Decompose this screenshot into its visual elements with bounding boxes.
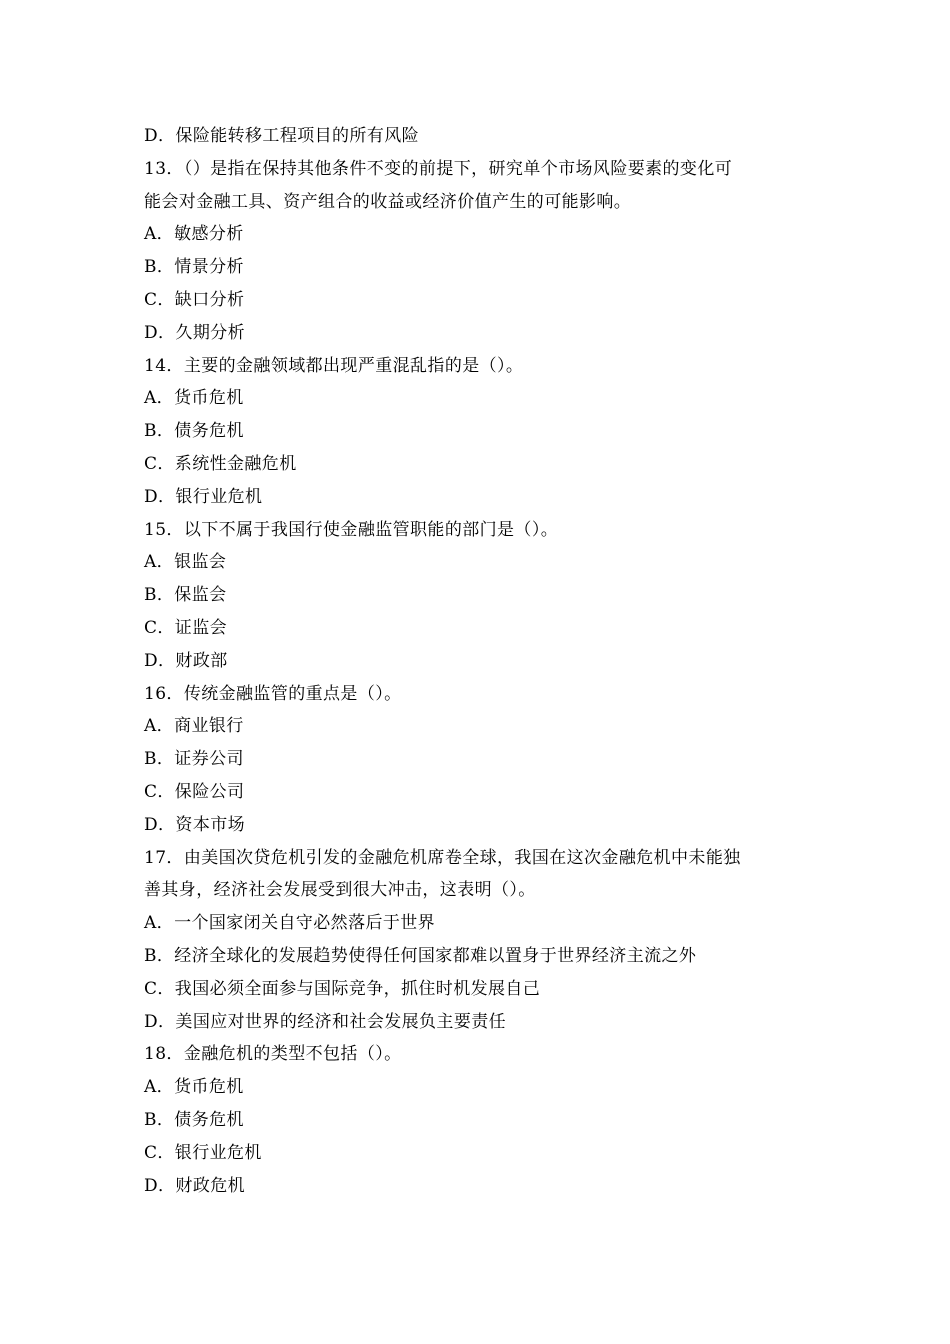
option-line: D．资本市场 — [144, 814, 246, 835]
question-stem-line: 17．由美国次贷危机引发的金融危机席卷全球，我国在这次金融危机中未能独 — [144, 847, 741, 868]
option-line: C．证监会 — [144, 617, 228, 638]
option-line: C．系统性金融危机 — [144, 453, 297, 474]
option-line: B．情景分析 — [144, 257, 244, 278]
option-line: B．债务危机 — [144, 421, 244, 442]
question-stem-line: 14．主要的金融领域都出现严重混乱指的是（）。 — [144, 355, 524, 376]
question-list — [144, 120, 804, 1202]
option-line: C．银行业危机 — [144, 1142, 262, 1163]
option-line: A．商业银行 — [144, 716, 244, 737]
option-line: A．敏感分析 — [144, 224, 244, 245]
option-line: D．财政部 — [144, 650, 228, 671]
question-stem-line: 15．以下不属于我国行使金融监管职能的部门是（）。 — [144, 519, 559, 540]
option-line: C．保险公司 — [144, 781, 245, 802]
question-stem-line: 18．金融危机的类型不包括（）。 — [144, 1044, 402, 1065]
option-line: D．财政危机 — [144, 1175, 246, 1196]
question-stem-line: 能会对金融工具、资产组合的收益或经济价值产生的可能影响。 — [144, 191, 632, 212]
question-stem-line: 善其身，经济社会发展受到很大冲击，这表明（）。 — [144, 880, 536, 901]
question-stem-line: 16．传统金融监管的重点是（）。 — [144, 683, 402, 704]
option-line: C．缺口分析 — [144, 289, 245, 310]
option-line: D．美国应对世界的经济和社会发展负主要责任 — [144, 1011, 507, 1032]
option-line: C．我国必须全面参与国际竞争，抓住时机发展自己 — [144, 978, 541, 999]
option-line: B．保监会 — [144, 585, 227, 606]
option-line: A．银监会 — [144, 552, 227, 573]
option-line: A．货币危机 — [144, 1077, 244, 1098]
option-line: B．债务危机 — [144, 1109, 244, 1130]
option-line: A．货币危机 — [144, 388, 244, 409]
option-line: B．证券公司 — [144, 749, 244, 770]
option-line: A．一个国家闭关自守必然落后于世界 — [144, 913, 436, 934]
option-line: D．久期分析 — [144, 322, 246, 343]
option-line: D．保险能转移工程项目的所有风险 — [144, 126, 420, 146]
question-stem-line: 13．（）是指在保持其他条件不变的前提下，研究单个市场风险要素的变化可 — [144, 158, 733, 179]
option-line: D．银行业危机 — [144, 486, 263, 507]
option-line: B．经济全球化的发展趋势使得任何国家都难以置身于世界经济主流之外 — [144, 945, 697, 966]
